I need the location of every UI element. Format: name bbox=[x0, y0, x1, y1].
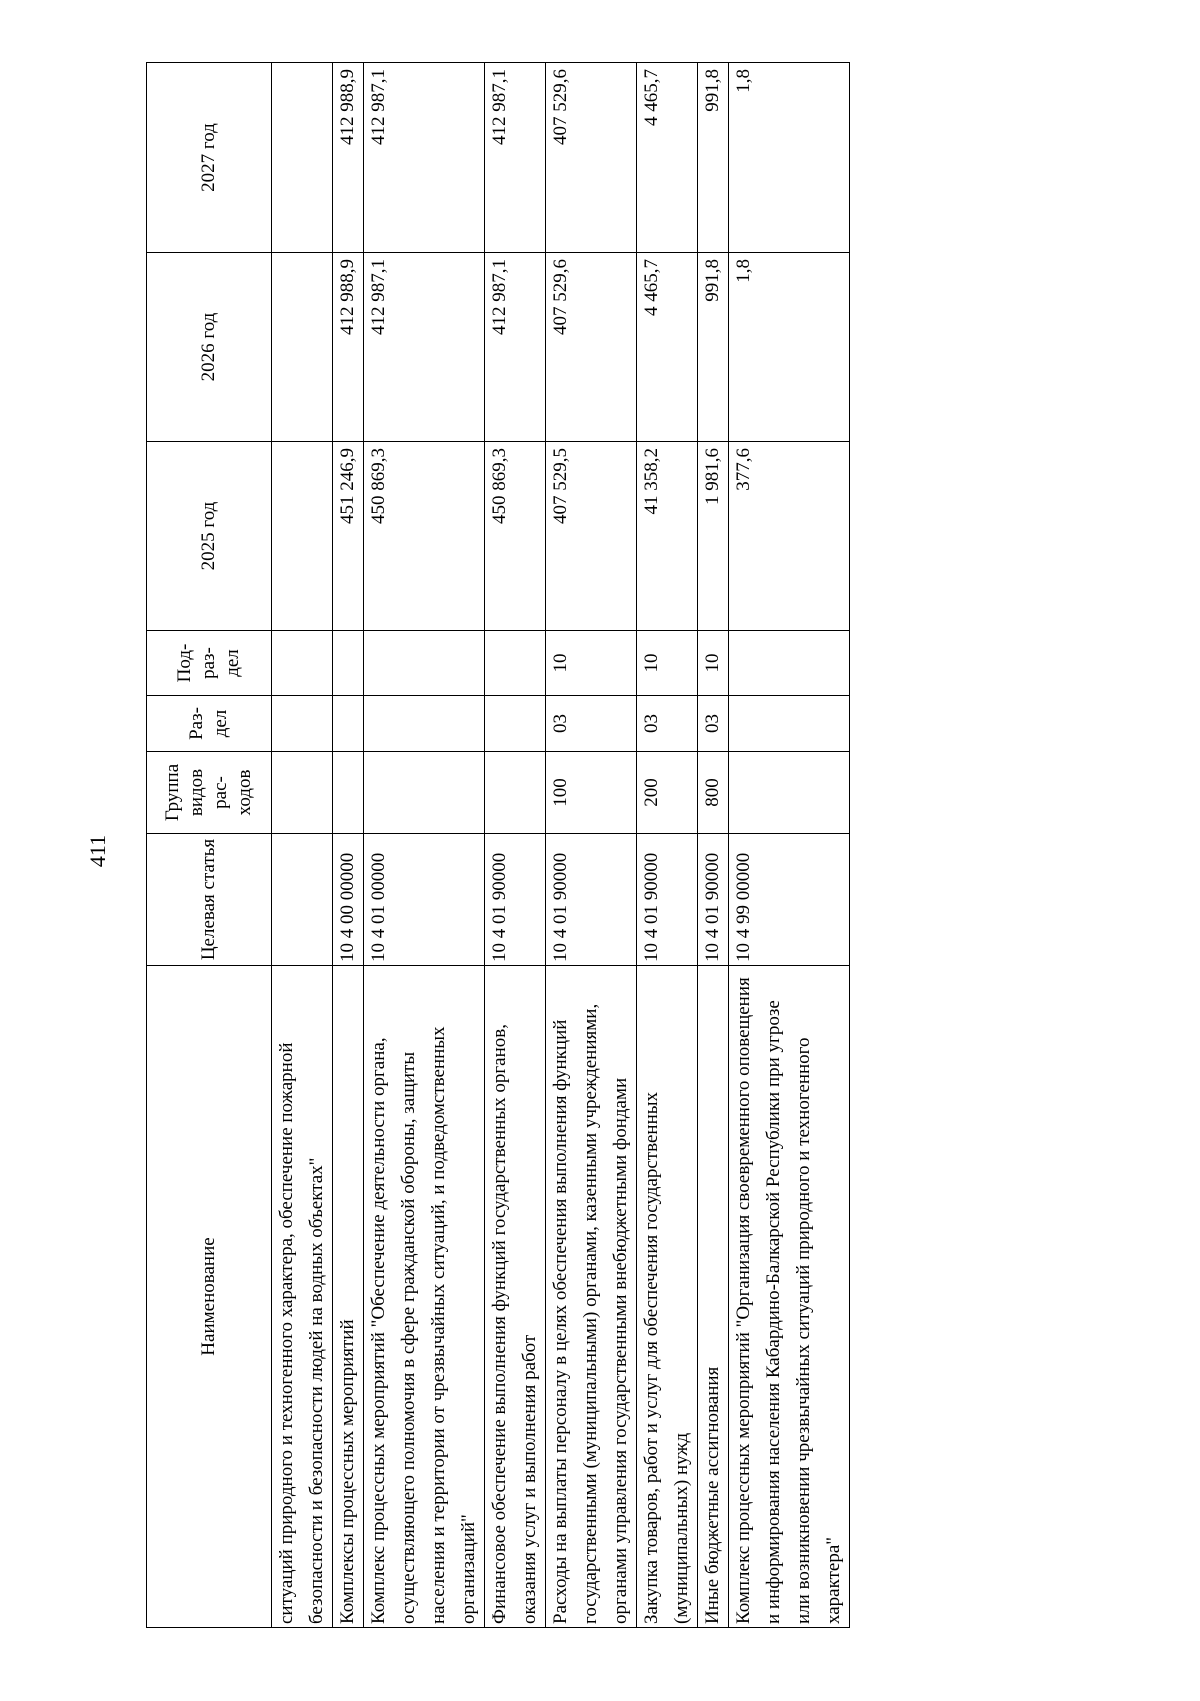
row-expense-group bbox=[272, 752, 333, 834]
row-section bbox=[364, 696, 485, 752]
row-target-article: 10 4 01 90000 bbox=[698, 834, 729, 966]
row-name: Комплекс процессных мероприятий "Организация своевременного оповещения и информирования населения Кабардино-Балкарской Республики при угрозе или возникновении чрезвычайных ситуаций природного и техногенного характера" bbox=[729, 966, 850, 1628]
page-number: 411 bbox=[85, 834, 110, 868]
row-2025: 407 529,5 bbox=[546, 442, 637, 631]
row-subsection bbox=[364, 631, 485, 696]
row-2025: 41 358,2 bbox=[637, 442, 698, 631]
row-expense-group: 200 bbox=[637, 752, 698, 834]
table-row bbox=[333, 63, 364, 1628]
row-2026: 4 465,7 bbox=[637, 253, 698, 442]
row-target-article: 10 4 99 00000 bbox=[729, 834, 850, 966]
row-2025: 450 869,3 bbox=[364, 442, 485, 631]
row-2027: 407 529,6 bbox=[546, 63, 637, 253]
header-expense-group: Группа видов рас-ходов bbox=[147, 752, 272, 834]
row-target-article: 10 4 01 90000 bbox=[546, 834, 637, 966]
row-2026: 412 988,9 bbox=[333, 253, 364, 442]
row-name: Иные бюджетные ассигнования bbox=[698, 966, 729, 1628]
row-subsection bbox=[485, 631, 546, 696]
row-target-article: 10 4 00 00000 bbox=[333, 834, 364, 966]
row-section: 03 bbox=[546, 696, 637, 752]
row-2026 bbox=[272, 253, 333, 442]
row-subsection: 10 bbox=[698, 631, 729, 696]
row-section bbox=[333, 696, 364, 752]
table-row bbox=[485, 63, 546, 1628]
row-2027: 412 988,9 bbox=[333, 63, 364, 253]
row-2027 bbox=[272, 63, 333, 253]
row-2025: 450 869,3 bbox=[485, 442, 546, 631]
row-expense-group bbox=[729, 752, 850, 834]
row-2025 bbox=[272, 442, 333, 631]
row-2027: 1,8 bbox=[729, 63, 850, 253]
row-2027: 412 987,1 bbox=[485, 63, 546, 253]
table-row bbox=[698, 63, 729, 1628]
row-2026: 1,8 bbox=[729, 253, 850, 442]
row-target-article: 10 4 01 90000 bbox=[485, 834, 546, 966]
row-expense-group: 800 bbox=[698, 752, 729, 834]
table-header-row bbox=[147, 63, 272, 1628]
header-2027: 2027 год bbox=[147, 63, 272, 253]
table-row bbox=[272, 63, 333, 1628]
row-subsection: 10 bbox=[546, 631, 637, 696]
row-expense-group: 100 bbox=[546, 752, 637, 834]
row-section: 03 bbox=[698, 696, 729, 752]
row-section bbox=[485, 696, 546, 752]
row-section bbox=[729, 696, 850, 752]
budget-table-sheet bbox=[146, 63, 1101, 1628]
row-2026: 991,8 bbox=[698, 253, 729, 442]
row-subsection: 10 bbox=[637, 631, 698, 696]
row-2026: 412 987,1 bbox=[364, 253, 485, 442]
row-name: Расходы на выплаты персоналу в целях обеспечения выполнения функций государственными (муниципальными) органами, казенными учреждениями, органами управления государственными внебюджетными фондами bbox=[546, 966, 637, 1628]
row-name: Комплексы процессных мероприятий bbox=[333, 966, 364, 1628]
row-section bbox=[272, 696, 333, 752]
row-2025: 1 981,6 bbox=[698, 442, 729, 631]
table-row bbox=[729, 63, 850, 1628]
row-name: Комплекс процессных мероприятий "Обеспечение деятельности органа, осуществляющего полномочия в сфере гражданской обороны, защиты населения и территории от чрезвычайных ситуаций, и подведомственных организаций" bbox=[364, 966, 485, 1628]
row-2027: 4 465,7 bbox=[637, 63, 698, 253]
row-name: Финансовое обеспечение выполнения функций государственных органов, оказания услуг и выполнения работ bbox=[485, 966, 546, 1628]
header-name: Наименование bbox=[147, 966, 272, 1628]
table-row bbox=[546, 63, 637, 1628]
row-2026: 407 529,6 bbox=[546, 253, 637, 442]
row-2026: 412 987,1 bbox=[485, 253, 546, 442]
row-expense-group bbox=[364, 752, 485, 834]
row-target-article: 10 4 01 90000 bbox=[637, 834, 698, 966]
row-name: Закупка товаров, работ и услуг для обеспечения государственных (муниципальных) нужд bbox=[637, 966, 698, 1628]
header-section: Раз-дел bbox=[147, 696, 272, 752]
row-target-article bbox=[272, 834, 333, 966]
row-subsection bbox=[729, 631, 850, 696]
header-subsection: Под-раз-дел bbox=[147, 631, 272, 696]
row-expense-group bbox=[333, 752, 364, 834]
row-subsection bbox=[272, 631, 333, 696]
row-expense-group bbox=[485, 752, 546, 834]
row-2027: 412 987,1 bbox=[364, 63, 485, 253]
budget-table bbox=[146, 62, 850, 1628]
row-section: 03 bbox=[637, 696, 698, 752]
row-name: ситуаций природного и техногенного характера, обеспечение пожарной безопасности и безопасности людей на водных объектах" bbox=[272, 966, 333, 1628]
header-target-article: Целевая статья bbox=[147, 834, 272, 966]
row-2025: 377,6 bbox=[729, 442, 850, 631]
row-subsection bbox=[333, 631, 364, 696]
row-2027: 991,8 bbox=[698, 63, 729, 253]
table-row bbox=[364, 63, 485, 1628]
row-2025: 451 246,9 bbox=[333, 442, 364, 631]
table-row bbox=[637, 63, 698, 1628]
header-2025: 2025 год bbox=[147, 442, 272, 631]
header-2026: 2026 год bbox=[147, 253, 272, 442]
row-target-article: 10 4 01 00000 bbox=[364, 834, 485, 966]
